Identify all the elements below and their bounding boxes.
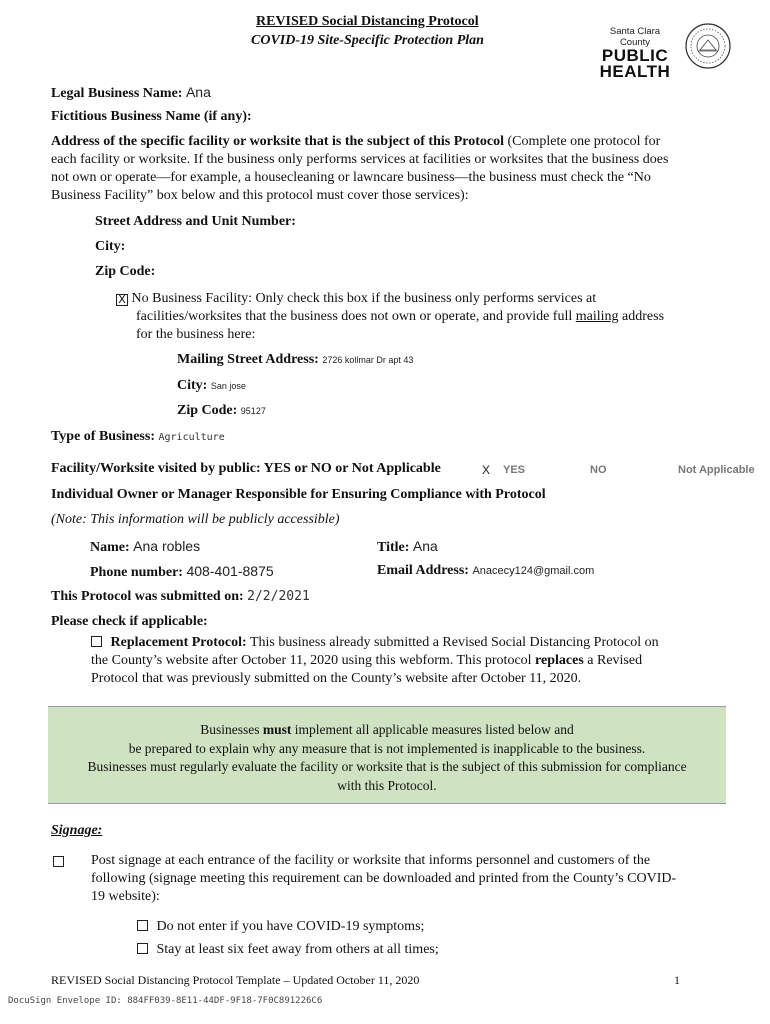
owner-name-label: Name: — [90, 540, 130, 555]
county-seal-icon — [684, 22, 732, 70]
logo-county-text: Santa Clara County — [609, 26, 661, 48]
owner-phone-row — [90, 563, 274, 581]
notice-line4: with this Protocol. — [337, 777, 437, 793]
owner-email-label: Email Address: — [377, 563, 469, 578]
address-note-start: (Complete one protocol for — [507, 134, 661, 149]
signage-sub2-checkbox[interactable] — [137, 943, 148, 954]
public-note: (Note: This information will be publicly accessible) — [51, 512, 340, 527]
owner-name-row — [90, 538, 200, 556]
visited-yes-option[interactable]: YES — [503, 464, 526, 476]
no-business-facility-line2-end: address — [622, 309, 665, 324]
replacement-protocol-text2-end: a Revised — [587, 653, 643, 668]
owner-name-value[interactable]: Ana robles — [133, 538, 201, 554]
visited-no-option[interactable]: NO — [590, 464, 607, 476]
no-business-facility-checkbox[interactable]: X — [116, 294, 128, 306]
no-business-facility-line1 — [116, 291, 596, 307]
mailing-street-row — [177, 352, 413, 368]
logo-health-text: HEALTH — [599, 62, 671, 81]
address-note-line3: not own or operate—for example, a housecleaning or lawncare business—the business must check the “No — [51, 170, 651, 185]
type-of-business-row — [51, 429, 225, 445]
notice-line1-start: Businesses — [200, 722, 260, 737]
zip-code-label: Zip Code: — [95, 264, 156, 279]
signage-sub1-text: Do not enter if you have COVID-19 symptoms; — [156, 919, 425, 934]
visited-not-applicable-option[interactable]: Not Applicable — [678, 464, 755, 476]
notice-line1 — [48, 721, 726, 740]
legal-business-name-label: Legal Business Name: — [51, 86, 183, 101]
street-address-label: Street Address and Unit Number: — [95, 214, 296, 229]
replacement-protocol-text2: the County’s website after October 11, 2020 using this webform. This protocol — [91, 653, 532, 668]
signage-sub-item2 — [137, 942, 439, 958]
no-business-facility-line3: for the business here: — [136, 327, 256, 342]
replacement-protocol-label: Replacement Protocol: — [110, 635, 247, 650]
signage-item-line2: following (signage meeting this requirement can be downloaded and printed from the County’s COVID- — [91, 871, 677, 886]
address-paragraph-line1 — [51, 134, 660, 150]
replacement-protocol-line1 — [91, 635, 659, 651]
mailing-city-label: City: — [177, 378, 208, 393]
submitted-on-label: This Protocol was submitted on: — [51, 589, 244, 604]
mailing-zip-label: Zip Code: — [177, 403, 238, 418]
city-label: City: — [95, 239, 126, 254]
notice-must-word: must — [262, 722, 292, 737]
owner-phone-label: Phone number: — [90, 565, 183, 580]
public-health-logo — [596, 26, 674, 81]
mailing-underlined-word: mailing — [575, 309, 619, 324]
legal-business-name-row — [51, 84, 211, 102]
mailing-zip-row — [177, 403, 266, 419]
replacement-protocol-line2 — [91, 653, 642, 669]
notice-line2: be prepared to explain why any measure that is not implemented is inapplicable to the business. — [128, 740, 646, 756]
signage-checkbox[interactable] — [53, 856, 64, 867]
type-of-business-value[interactable]: Agriculture — [158, 432, 225, 443]
no-business-facility-line2 — [136, 309, 664, 325]
submitted-on-value[interactable]: 2/2/2021 — [247, 589, 310, 604]
mailing-street-value[interactable]: 2726 kollmar Dr apt 43 — [322, 355, 414, 365]
check-applicable-label: Please check if applicable: — [51, 614, 208, 629]
docusign-envelope-id: DocuSign Envelope ID: 884FF039-8E11-44DF-9F18-7F0C891226C6 — [8, 996, 323, 1006]
mailing-zip-value[interactable]: 95127 — [240, 406, 266, 416]
replaces-bold-word: replaces — [535, 653, 584, 668]
signage-sub-item1 — [137, 919, 424, 935]
address-note-line4: Business Facility” box below and this protocol must cover those services): — [51, 188, 469, 203]
no-business-facility-line2-text: facilities/worksites that the business does not own or operate, and provide full — [136, 309, 573, 324]
replacement-protocol-line3: Protocol that was previously submitted on the County’s website after October 11, 2020. — [91, 671, 582, 686]
document-subtitle: COVID-19 Site-Specific Protection Plan — [251, 33, 484, 48]
mailing-city-row — [177, 378, 246, 394]
fictitious-business-name-label: Fictitious Business Name (if any): — [51, 109, 252, 124]
document-title: REVISED Social Distancing Protocol — [256, 14, 479, 29]
signage-sub1-checkbox[interactable] — [137, 920, 148, 931]
signage-item-line3: 19 website): — [91, 889, 160, 904]
legal-business-name-value[interactable]: Ana — [185, 84, 211, 100]
notice-line1-end: implement all applicable measures listed below and — [294, 722, 574, 737]
mailing-street-label: Mailing Street Address: — [177, 352, 319, 367]
signage-item-line1: Post signage at each entrance of the facility or worksite that informs personnel and customers of the — [91, 853, 651, 868]
visited-mark[interactable]: X — [482, 463, 491, 477]
notice-line3: Businesses must regularly evaluate the facility or worksite that is the subject of this submission for compliance — [87, 759, 687, 774]
address-note-line2: each facility or worksite. If the business only performs services at facilities or worksites that the business does — [51, 152, 669, 167]
replacement-protocol-checkbox[interactable] — [91, 636, 102, 647]
owner-phone-value[interactable]: 408-401-8875 — [186, 563, 274, 579]
replacement-protocol-text1: This business already submitted a Revised Social Distancing Protocol on — [249, 635, 659, 650]
logo-public-text: PUBLIC — [601, 46, 669, 65]
owner-title-value[interactable]: Ana — [412, 538, 438, 554]
submitted-on-row — [51, 589, 310, 605]
owner-title-row — [377, 538, 438, 556]
visited-by-public-label: Facility/Worksite visited by public: YES or NO or Not Applicable — [51, 461, 441, 476]
owner-email-value[interactable]: Anacecy124@gmail.com — [472, 565, 595, 577]
footer-template-text: REVISED Social Distancing Protocol Template – Updated October 11, 2020 — [51, 973, 420, 987]
address-label: Address of the specific facility or worksite that is the subject of this Protocol — [51, 134, 504, 149]
signage-heading: Signage: — [51, 823, 103, 838]
mailing-city-value[interactable]: San jose — [210, 381, 246, 391]
type-of-business-label: Type of Business: — [51, 429, 155, 444]
compliance-notice-box — [48, 706, 726, 804]
signage-sub2-text: Stay at least six feet away from others at all times; — [156, 942, 439, 957]
owner-section-label: Individual Owner or Manager Responsible for Ensuring Compliance with Protocol — [51, 487, 546, 502]
owner-email-row — [377, 563, 594, 579]
page-number: 1 — [674, 973, 680, 987]
no-business-facility-text: No Business Facility: Only check this box if the business only performs services at — [131, 291, 597, 306]
owner-title-label: Title: — [377, 540, 410, 555]
